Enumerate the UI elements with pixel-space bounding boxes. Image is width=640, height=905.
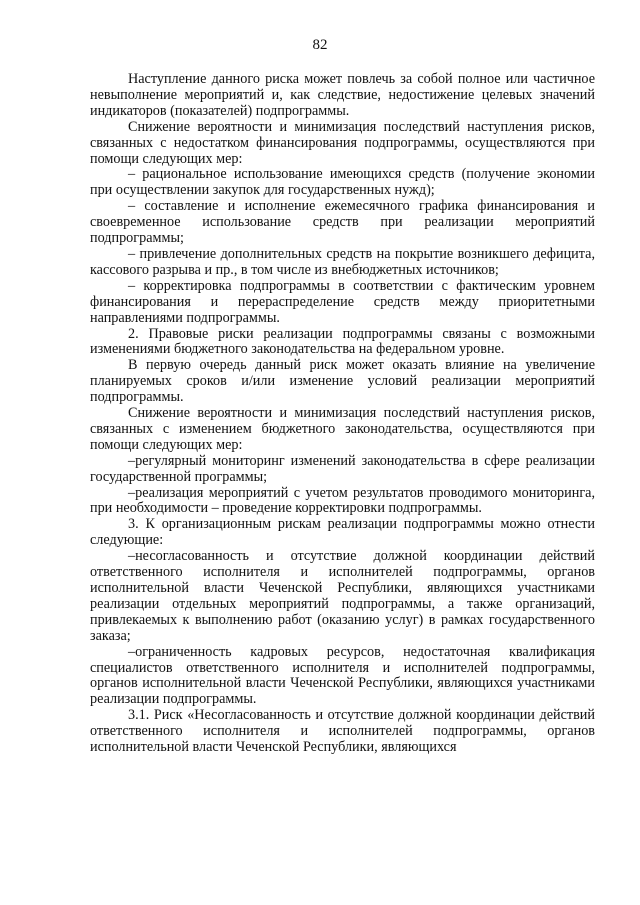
document-body — [90, 72, 595, 756]
paragraph: Снижение вероятности и минимизация последствий наступления рисков, связанных с изменением бюджетного законодательства, осуществляются при помощи следующих мер: — [90, 405, 595, 453]
paragraph: В первую очередь данный риск может оказать влияние на увеличение планируемых сроков и/или изменение условий реализации мероприятий подпрограммы. — [90, 357, 595, 406]
list-item: –реализация мероприятий с учетом результатов проводимого мониторинга, при необходимости – проведение корректировки подпрограммы. — [90, 484, 595, 517]
list-item: – составление и исполнение ежемесячного графика финансирования и своевременное использование средств при реализации мероприятий подпрограммы; — [90, 198, 595, 247]
list-item: – рациональное использование имеющихся средств (получение экономии при осуществлении закупок для государственных нужд); — [90, 166, 595, 199]
paragraph: Наступление данного риска может повлечь за собой полное или частичное невыполнение мероприятий и, как следствие, недостижение целевых значений индикаторов (показателей) подпрограммы. — [90, 71, 595, 119]
page-number: 82 — [312, 37, 328, 53]
list-item: – привлечение дополнительных средств на покрытие возникшего дефицита, кассового разрыва и пр., в том числе из внебюджетных источников; — [90, 245, 595, 278]
list-item: –ограниченность кадровых ресурсов, недостаточная квалификация специалистов ответственного исполнителя и исполнителей подпрограммы, органов исполнительной власти Чеченской Республики, являющихся участниками реализации подпрограммы. — [90, 643, 595, 708]
list-item: –регулярный мониторинг изменений законодательства в сфере реализации государственной программы; — [90, 452, 595, 485]
paragraph: 3. К организационным рискам реализации подпрограммы можно отнести следующие: — [90, 516, 595, 549]
paragraph: 3.1. Риск «Несогласованность и отсутствие должной координации действий ответственного исполнителя и исполнителей подпрограммы, органов исполнительной власти Чеченской Республики, являющихся — [90, 707, 595, 756]
list-item: – корректировка подпрограммы в соответствии с фактическим уровнем финансирования и перераспределение средств между приоритетными направлениями подпрограммы. — [90, 277, 595, 326]
paragraph: Снижение вероятности и минимизация последствий наступления рисков, связанных с недостатком финансирования подпрограммы, осуществляются при помощи следующих мер: — [90, 118, 595, 167]
list-item: –несогласованность и отсутствие должной координации действий ответственного исполнителя и исполнителей подпрограммы, органов исполнительной власти Чеченской Республики, являющихся участниками реализации отдельных мероприятий подпрограммы, а также организаций, привлекаемых к выполнению работ (оказанию услуг) в рамках государственного заказа; — [90, 548, 595, 644]
paragraph: 2. Правовые риски реализации подпрограммы связаны с возможными изменениями бюджетного законодательства на федеральном уровне. — [90, 325, 595, 358]
